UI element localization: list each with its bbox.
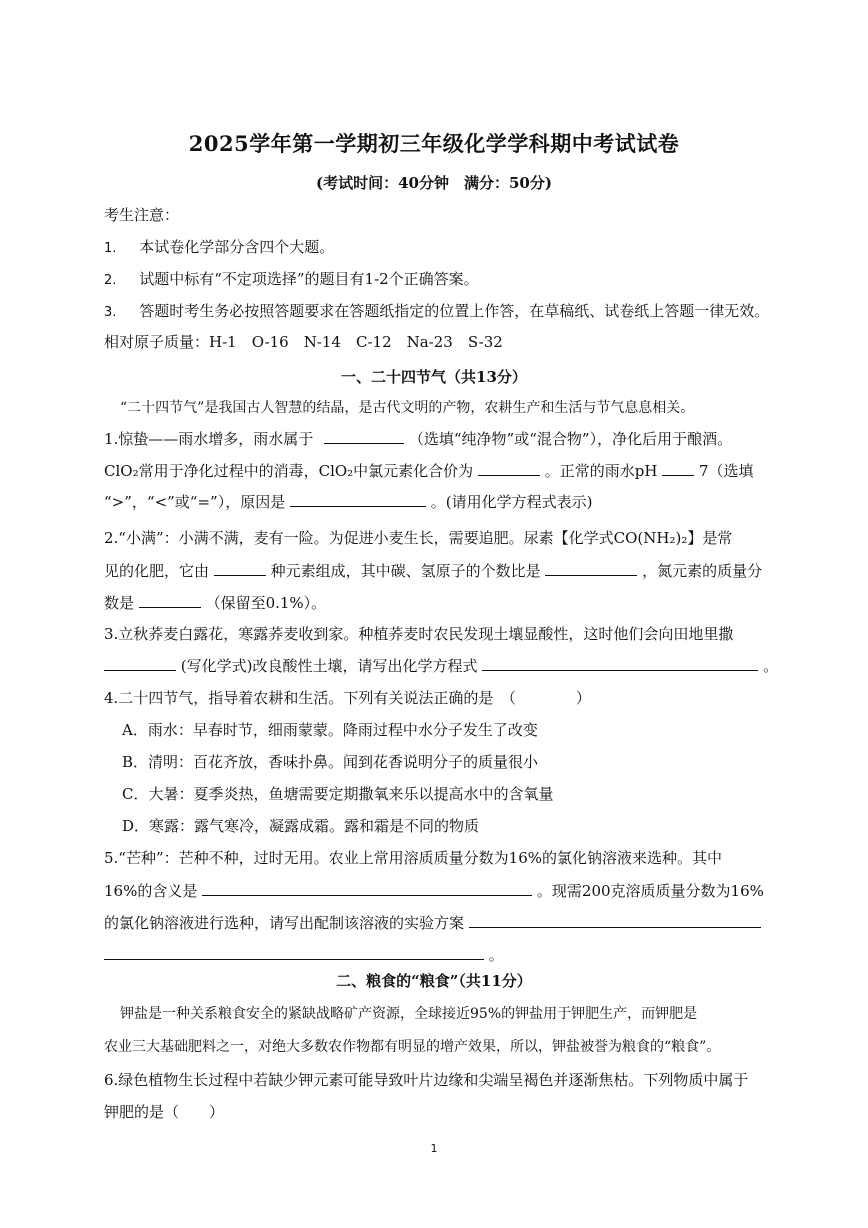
page-number: 1 [430, 1142, 438, 1155]
q1-text: 。(请用化学方程式表示) [430, 493, 593, 511]
q5-answer-blank[interactable] [202, 880, 532, 896]
q2-answer-blank[interactable] [139, 592, 201, 608]
q4-option-b[interactable]: B．清明：百花齐放，香味扑鼻。闻到花香说明分子的质量很小 [122, 753, 539, 771]
q1-answer-blank[interactable] [324, 428, 404, 444]
q1-text: 1.惊蛰——雨水增多，雨水属于 [104, 430, 314, 448]
q4-option-a[interactable]: A．雨水：早春时节，细雨蒙蒙。降雨过程中水分子发生了改变 [122, 721, 538, 739]
q2-text: 种元素组成，其中碳、氢原子的个数比是 [270, 562, 541, 580]
q1-answer-blank[interactable] [662, 460, 694, 476]
q1-text: “>”，“<”或“=”），原因是 [104, 493, 286, 511]
q5-text: 的氯化钠溶液进行选种，请写出配制该溶液的实验方案 [104, 914, 465, 932]
exam-title: 2025学年第一学期初三年级化学学科期中考试试卷 [188, 131, 680, 156]
q6-line-2: 钾肥的是（ ） [104, 1103, 225, 1121]
notice-item-text: 本试卷化学部分含四个大题。 [139, 238, 335, 256]
q1-line-1 [104, 428, 732, 449]
q3-text: (写化学式)改良酸性土壤，请写出化学方程式 [180, 657, 478, 675]
section-2-intro-1: 钾盐是一种关系粮食安全的紧缺战略矿产资源，全球接近95%的钾盐用于钾肥生产，而钾肥是 [120, 1006, 698, 1022]
q5-text: 。 [488, 946, 504, 964]
q1-text: 7（选填 [699, 462, 754, 480]
q2-text: 数是 [104, 594, 135, 612]
q2-line-1: 2.“小满”：小满不满，麦有一险。为促进小麦生长，需要追肥。尿素【化学式CO(NH₂)₂】是常 [104, 529, 733, 547]
q5-line-1: 5.“芒种”：芒种不种，过时无用。农业上常用溶质质量分数为16%的氯化钠溶液来选种。其中 [104, 849, 722, 867]
q5-text: 。现需200克溶质质量分数为16% [536, 882, 764, 900]
notice-item-3 [104, 301, 769, 323]
q5-line-4 [104, 944, 504, 965]
q3-equation-blank[interactable] [482, 655, 758, 671]
q5-answer-blank[interactable] [469, 912, 761, 928]
exam-subtitle: (考试时间：40分钟 满分：50分) [316, 174, 552, 192]
q1-line-3 [104, 491, 593, 512]
q2-text: ，氮元素的质量分 [642, 562, 763, 580]
notice-item-number: 1. [104, 241, 117, 256]
section-2-heading: 二、粮食的“粮食”（共11分） [336, 972, 532, 990]
q3-line-1: 3.立秋荞麦白露花，寒露荞麦收到家。种植荞麦时农民发现土壤显酸性，这时他们会向田地里撒 [104, 625, 734, 643]
q4-option-d[interactable]: D．寒露：露气寒冷，凝露成霜。露和霜是不同的物质 [122, 817, 480, 835]
notice-item-text: 试题中标有“不定项选择”的题目有1-2个正确答案。 [139, 270, 479, 288]
notice-heading: 考生注意： [104, 206, 180, 224]
q3-text: 。 [763, 657, 779, 675]
atomic-mass-line: 相对原子质量：H-1 O-16 N-14 C-12 Na-23 S-32 [104, 333, 503, 351]
section-2-intro-2: 农业三大基础肥料之一，对绝大多数农作物都有明显的增产效果，所以，钾盐被誉为粮食的“粮食”。 [104, 1039, 721, 1055]
notice-item-number: 2. [104, 273, 117, 288]
section-1-intro: “二十四节气”是我国古人智慧的结晶，是古代文明的产物，农耕生产和生活与节气息息相关。 [120, 400, 695, 416]
q5-text: 16%的含义是 [104, 882, 198, 900]
q2-text: 见的化肥，它由 [104, 562, 210, 580]
q1-text: 。正常的雨水pH [544, 462, 658, 480]
q3-answer-blank[interactable] [104, 655, 176, 671]
q1-answer-blank[interactable] [478, 460, 540, 476]
notice-item-number: 3. [104, 305, 117, 320]
q1-text: ClO₂常用于净化过程中的消毒，ClO₂中氯元素化合价为 [104, 462, 474, 480]
q4-stem: 4.二十四节气，指导着农耕和生活。下列有关说法正确的是 （ ） [104, 689, 591, 707]
q2-answer-blank[interactable] [214, 560, 266, 576]
q1-line-2 [104, 460, 754, 481]
notice-item-1 [104, 237, 334, 259]
q1-text: （选填“纯净物”或“混合物”），净化后用于酿酒。 [408, 430, 733, 448]
q2-answer-blank[interactable] [545, 560, 637, 576]
notice-item-2 [104, 269, 479, 291]
q2-text: （保留至0.1%）。 [205, 594, 327, 612]
q6-line-1: 6.绿色植物生长过程中若缺少钾元素可能导致叶片边缘和尖端呈褐色并逐渐焦枯。下列物质中属于 [104, 1071, 749, 1089]
q1-answer-blank[interactable] [290, 491, 426, 507]
q5-answer-blank[interactable] [104, 944, 484, 960]
q4-option-c[interactable]: C．大暑：夏季炎热，鱼塘需要定期撒氧来乐以提高水中的含氧量 [122, 785, 554, 803]
q2-line-3 [104, 592, 326, 613]
q2-line-2 [104, 560, 762, 581]
q5-line-2 [104, 880, 764, 901]
section-1-heading: 一、二十四节气（共13分） [341, 368, 527, 386]
q3-line-2 [104, 655, 778, 676]
notice-item-text: 答题时考生务必按照答题要求在答题纸指定的位置上作答，在草稿纸、试卷纸上答题一律无效。 [139, 302, 770, 320]
q5-line-3 [104, 912, 761, 933]
